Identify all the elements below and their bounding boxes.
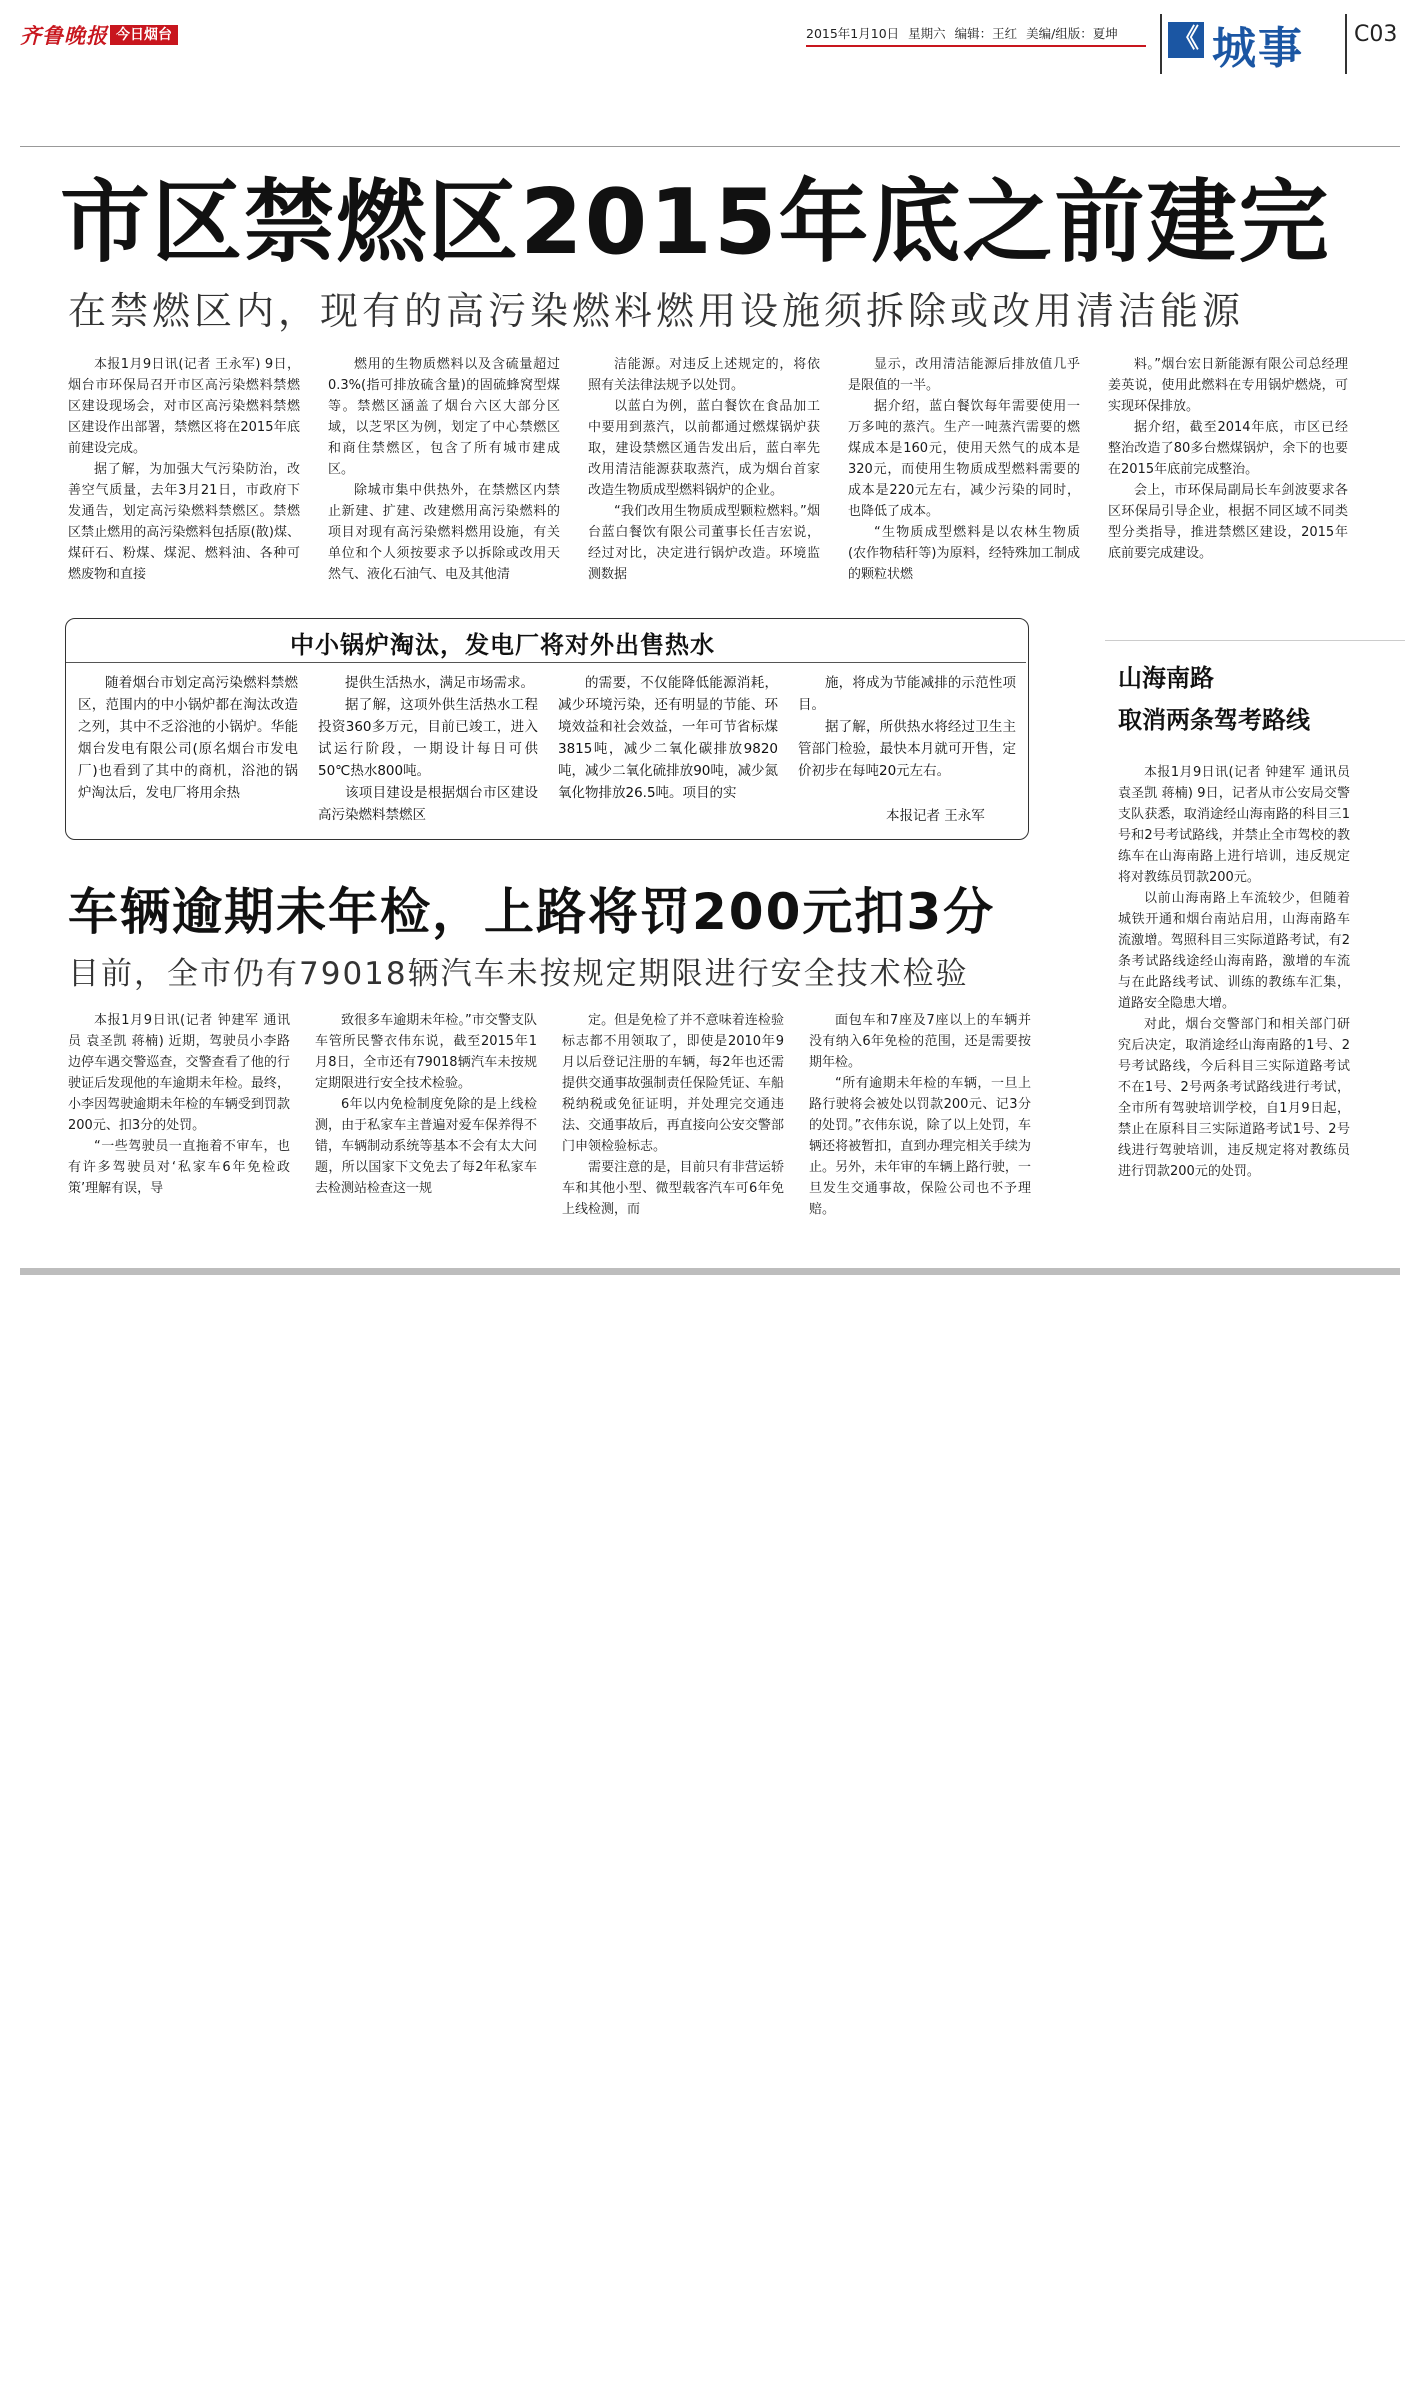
paragraph: 的需要，不仅能降低能源消耗，减少环境污染，还有明显的节能、环境效益和社会效益，一年可节省标煤3815吨，减少二氧化碳排放9820吨，减少二氧化硫排放90吨，减少氮氧化物排放26.5吨。项目的实 bbox=[558, 675, 778, 801]
paragraph: 据了解，为加强大气污染防治，改善空气质量，去年3月21日，市政府下发通告，划定高污染燃料禁燃区。禁燃区禁止燃用的高污染燃料包括原(散)煤、煤矸石、粉煤、煤泥、燃料油、各种可燃废物和直接 bbox=[68, 462, 300, 582]
story2-column-1 bbox=[68, 1010, 290, 1260]
page-number: C03 bbox=[1354, 22, 1398, 47]
story2-headline: 车辆逾期未年检，上路将罚200元扣3分 bbox=[68, 883, 996, 941]
paragraph: 显示，改用清洁能源后排放值几乎是限值的一半。 bbox=[848, 357, 1080, 393]
paragraph: 提供生活热水，满足市场需求。 bbox=[345, 675, 534, 691]
paragraph: 面包车和7座及7座以上的车辆并没有纳入6年免检的范围，还是需要按期年检。 bbox=[809, 1013, 1031, 1070]
sidebar-box-rule bbox=[66, 662, 1026, 663]
story2-subheadline: 目前，全市仍有79018辆汽车未按规定期限进行安全技术检验 bbox=[68, 956, 969, 992]
sidebar-box-title: 中小锅炉淘汰，发电厂将对外出售热水 bbox=[290, 631, 715, 659]
paragraph: 对此，烟台交警部门和相关部门研究后决定，取消途经山海南路的1号、2号考试路线，今后科目三实际道路考试不在1号、2号两条考试路线进行考试，全市所有驾驶培训学校，自1月9日起，禁止在原科目三实际道路考试1号、2号线进行驾驶培训，违反规定将对教练员进行罚款200元的处罚。 bbox=[1118, 1017, 1350, 1179]
story3-title-line2: 取消两条驾考路线 bbox=[1118, 706, 1310, 734]
page-separator bbox=[1345, 14, 1347, 74]
issue-meta: 2015年1月10日 星期六 编辑：王红 美编/组版：夏坤 bbox=[806, 26, 1118, 41]
paragraph: 以前山海南路上车流较少，但随着城铁开通和烟台南站启用，山海南路车流激增。驾照科目三实际道路考试，有2条考试路线途经山海南路，激增的车流与在此路线考试、训练的教练车汇集，道路安全隐患大增。 bbox=[1118, 891, 1350, 1011]
story2-column-4 bbox=[809, 1010, 1031, 1260]
paragraph: “一些驾驶员一直拖着不审车，也有许多驾驶员对‘私家车6年免检政策’理解有误，导 bbox=[68, 1139, 290, 1196]
header-separator bbox=[1160, 14, 1162, 74]
chevron-icon: 《 bbox=[1168, 22, 1204, 58]
story1-column-1 bbox=[68, 354, 300, 606]
paragraph: 本报1月9日讯(记者 钟建军 通讯员 袁圣凯 蒋楠) 近期，驾驶员小李路边停车遇交警巡查，交警查看了他的行驶证后发现他的车逾期未年检。最终，小李因驾驶逾期未年检的车辆受到罚款200元、扣3分的处罚。 bbox=[68, 1013, 290, 1133]
paragraph: 会上，市环保局副局长车剑波要求各区环保局引导企业，根据不同区域不同类型分类指导，推进禁燃区建设，2015年底前要完成建设。 bbox=[1108, 483, 1348, 561]
newspaper-logo: 齐鲁晚报 bbox=[20, 23, 108, 48]
paragraph: 燃用的生物质燃料以及含硫量超过0.3%(指可排放硫含量)的固硫蜂窝型煤等。禁燃区涵盖了烟台六区大部分区域，以芝罘区为例，划定了中心禁燃区和商住禁燃区，包含了所有城市建成区。 bbox=[328, 357, 560, 477]
main-headline: 市区禁燃区2015年底之前建完 bbox=[60, 170, 1331, 275]
box-column-1 bbox=[78, 672, 298, 832]
header-rule bbox=[806, 45, 1146, 47]
paragraph: 据介绍，截至2014年底，市区已经整治改造了80多台燃煤锅炉，余下的也要在2015年底前完成整治。 bbox=[1108, 420, 1348, 477]
paragraph: 据介绍，蓝白餐饮每年需要使用一万多吨的蒸汽。生产一吨蒸汽需要的燃煤成本是160元，使用天然气的成本是320元，而使用生物质成型燃料需要的成本是220元左右，减少污染的同时，也降低了成本。 bbox=[848, 399, 1080, 519]
paragraph: 据了解，这项外供生活热水工程投资360多万元，目前已竣工，进入试运行阶段，一期设计每日可供50℃热水800吨。 bbox=[318, 697, 538, 779]
bottom-rule bbox=[20, 1268, 1400, 1275]
paragraph: 定。但是免检了并不意味着连检验标志都不用领取了，即使是2010年9月以后登记注册的车辆，每2年也还需提供交通事故强制责任保险凭证、车船税纳税或免征证明，并处理完交通违法、交通事故后，再直接向公安交警部门申领检验标志。 bbox=[562, 1013, 784, 1154]
top-rule bbox=[20, 146, 1400, 147]
paragraph: 该项目建设是根据烟台市区建设高污染燃料禁燃区 bbox=[318, 785, 538, 823]
paragraph: 随着烟台市划定高污染燃料禁燃区，范围内的中小锅炉都在淘汰改造之列，其中不乏浴池的小锅炉。华能烟台发电有限公司(原名烟台市发电厂)也看到了其中的商机，浴池的锅炉淘汰后，发电厂将用余热 bbox=[78, 675, 298, 801]
paragraph: 据了解，所供热水将经过卫生主管部门检验，最快本月就可开售，定价初步在每吨20元左右。 bbox=[798, 719, 1016, 779]
edition-tag: 今日烟台 bbox=[110, 25, 178, 45]
paragraph: 需要注意的是，目前只有非营运轿车和其他小型、微型载客汽车可6年免上线检测，而 bbox=[562, 1160, 784, 1217]
story2-column-3 bbox=[562, 1010, 784, 1260]
box-column-3 bbox=[558, 672, 778, 832]
paragraph: 施，将成为节能减排的示范性项目。 bbox=[798, 675, 1016, 713]
paragraph: 本报1月9日讯(记者 王永军) 9日，烟台市环保局召开市区高污染燃料禁燃区建设现场会，对市区高污染燃料禁燃区建设作出部署，禁燃区将在2015年底前建设完成。 bbox=[68, 357, 300, 456]
story2-column-2 bbox=[315, 1010, 537, 1260]
paragraph: “所有逾期未年检的车辆，一旦上路行驶将会被处以罚款200元、记3分的处罚。”衣伟东说，除了以上处罚，车辆还将被暂扣，直到办理完相关手续为止。另外，未年审的车辆上路行驶，一旦发生交通事故，保险公司也不予理赔。 bbox=[809, 1076, 1031, 1217]
box-byline: 本报记者 王永军 bbox=[886, 808, 985, 824]
paragraph: 料。”烟台宏日新能源有限公司总经理姜英说，使用此燃料在专用锅炉燃烧，可实现环保排放。 bbox=[1108, 357, 1348, 414]
side-rule bbox=[1105, 640, 1405, 641]
paragraph: 致很多车逾期未年检。”市交警支队车管所民警衣伟东说，截至2015年1月8日，全市还有79018辆汽车未按规定期限进行安全技术检验。 bbox=[315, 1013, 537, 1091]
paragraph: “我们改用生物质成型颗粒燃料。”烟台蓝白餐饮有限公司董事长任吉宏说，经过对比，决定进行锅炉改造。环境监测数据 bbox=[588, 504, 820, 582]
paragraph: 以蓝白为例，蓝白餐饮在食品加工中要用到蒸汽，以前都通过燃煤锅炉获取，建设禁燃区通告发出后，蓝白率先改用清洁能源获取蒸汽，成为烟台首家改造生物质成型燃料锅炉的企业。 bbox=[588, 399, 820, 498]
main-subheadline: 在禁燃区内，现有的高污染燃料燃用设施须拆除或改用清洁能源 bbox=[68, 289, 1245, 333]
story1-column-2 bbox=[328, 354, 560, 606]
paragraph: 6年以内免检制度免除的是上线检测，由于私家车主普遍对爱车保养得不错，车辆制动系统等基本不会有太大问题，所以国家下文免去了每2年私家车去检测站检查这一规 bbox=[315, 1097, 537, 1196]
box-column-2 bbox=[318, 672, 538, 832]
story1-column-3 bbox=[588, 354, 820, 606]
paragraph: “生物质成型燃料是以农林生物质(农作物秸秆等)为原料，经特殊加工制成的颗粒状燃 bbox=[848, 525, 1080, 582]
paragraph: 洁能源。对违反上述规定的，将依照有关法律法规予以处罚。 bbox=[588, 357, 820, 393]
story3-title-line1: 山海南路 bbox=[1118, 664, 1214, 692]
paragraph: 除城市集中供热外，在禁燃区内禁止新建、扩建、改建燃用高污染燃料的项目对现有高污染燃料燃用设施，有关单位和个人须按要求予以拆除或改用天然气、液化石油气、电及其他清 bbox=[328, 483, 560, 582]
section-title: 城事 bbox=[1212, 23, 1304, 74]
paragraph: 本报1月9日讯(记者 钟建军 通讯员 袁圣凯 蒋楠) 9日，记者从市公安局交警支队获悉，取消途经山海南路的科目三1号和2号考试路线，并禁止全市驾校的教练车在山海南路上进行培训，违反规定将对教练员罚款200元。 bbox=[1118, 765, 1350, 885]
story3-column bbox=[1118, 762, 1350, 1260]
story1-column-4 bbox=[848, 354, 1080, 606]
box-column-4 bbox=[798, 672, 1016, 800]
story1-column-5 bbox=[1108, 354, 1348, 606]
